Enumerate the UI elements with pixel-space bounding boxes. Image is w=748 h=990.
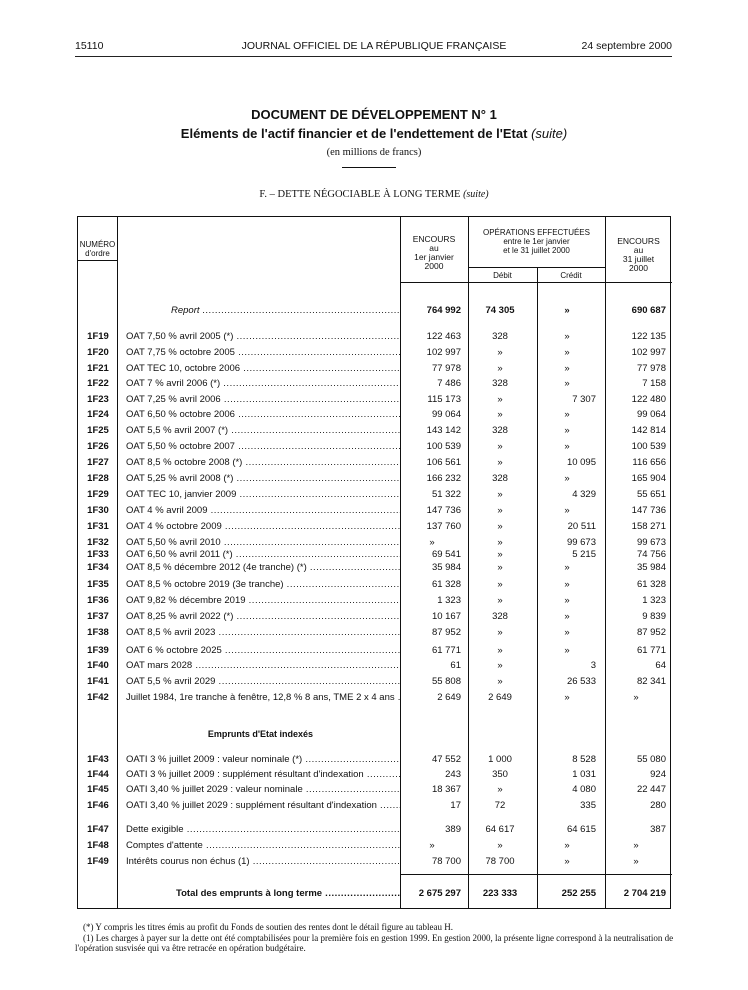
report-encours-fin: 690 687 [631, 305, 666, 316]
row-credit: » [564, 331, 570, 342]
table-row [78, 425, 672, 437]
row-credit: » [564, 840, 570, 851]
document-subtitle [0, 126, 748, 141]
row-encours-fin: 122 135 [631, 331, 666, 342]
row-label: OAT 5,50 % avril 2010 ..... [126, 537, 401, 548]
row-credit: » [564, 692, 570, 703]
row-label: OAT 5,25 % avril 2008 (*) ..... [126, 473, 401, 484]
row-label: OAT 7,50 % avril 2005 (*) ..... [126, 331, 401, 342]
row-debit: 328 [492, 378, 508, 389]
table-row [78, 754, 672, 766]
row-encours-fin: 122 480 [631, 394, 666, 405]
row-encours-debut: 243 [445, 769, 461, 780]
table-row [78, 409, 672, 421]
row-label: Intérêts courus non échus (1) ..... [126, 856, 401, 867]
row-number: 1F35 [87, 579, 109, 590]
row-debit: 328 [492, 425, 508, 436]
report-label: Report ..... [126, 305, 401, 316]
header-rule [400, 282, 672, 283]
table-row [78, 441, 672, 453]
row-label: OAT TEC 10, octobre 2006 ..... [126, 363, 401, 374]
row-debit: » [497, 489, 503, 500]
row-number: 1F41 [87, 676, 109, 687]
table-row [78, 645, 672, 657]
row-debit: » [497, 579, 503, 590]
row-label: OAT 5,50 % octobre 2007 ..... [126, 441, 401, 452]
header-operations [468, 228, 605, 255]
row-encours-debut: » [429, 840, 435, 851]
row-debit: » [497, 562, 503, 573]
row-credit: » [564, 473, 570, 484]
row-label: Comptes d'attente ..... [126, 840, 401, 851]
row-number: 1F40 [87, 660, 109, 671]
table-row [78, 331, 672, 343]
table-row [78, 394, 672, 406]
row-number: 1F30 [87, 505, 109, 516]
subtitle-suffix: (suite) [531, 126, 568, 141]
table-row [78, 692, 672, 704]
row-credit: 10 095 [566, 457, 596, 468]
header-line: d'ordre [85, 249, 110, 258]
row-debit: 328 [492, 473, 508, 484]
table-row [78, 769, 672, 781]
header-line: 2000 [629, 263, 648, 273]
row-number: 1F39 [87, 645, 109, 656]
table-row [78, 611, 672, 623]
row-label: OAT 6 % octobre 2025 ..... [126, 645, 401, 656]
debt-table [77, 216, 671, 909]
row-credit: » [564, 409, 570, 420]
row-credit: » [564, 347, 570, 358]
table-row [78, 627, 672, 639]
row-encours-fin: 55 651 [636, 489, 666, 500]
row-number: 1F19 [87, 331, 109, 342]
row-number: 1F38 [87, 627, 109, 638]
row-label: OAT 8,5 % décembre 2012 (4e tranche) (*) ..... [126, 562, 401, 573]
table-row [78, 537, 672, 549]
header-encours-fin [605, 237, 672, 273]
row-credit: » [564, 425, 570, 436]
row-encours-fin: 147 736 [631, 505, 666, 516]
header-line: ENCOURS [412, 234, 456, 244]
section-title [0, 189, 748, 200]
row-number: 1F44 [87, 769, 109, 780]
row-debit: » [497, 441, 503, 452]
row-number: 1F21 [87, 363, 109, 374]
header-line: 1er janvier [414, 252, 454, 262]
row-number: 1F33 [87, 549, 109, 560]
row-label: OATI 3 % juillet 2009 : valeur nominale (*) ..... [126, 754, 401, 765]
row-encours-debut: 143 142 [426, 425, 461, 436]
row-label: OAT 8,5 % avril 2023 ..... [126, 627, 401, 638]
table-row [78, 784, 672, 796]
row-label: OAT TEC 10, janvier 2009 ..... [126, 489, 401, 500]
row-credit: 99 673 [566, 537, 596, 548]
row-number: 1F43 [87, 754, 109, 765]
row-encours-fin: » [633, 840, 639, 851]
row-encours-debut: 100 539 [426, 441, 461, 452]
row-encours-debut: 18 367 [431, 784, 461, 795]
row-number: 1F20 [87, 347, 109, 358]
row-encours-fin: 9 839 [642, 611, 666, 622]
row-encours-debut: 106 561 [426, 457, 461, 468]
row-encours-fin: 99 064 [636, 409, 666, 420]
row-label: OAT 5,5 % avril 2007 (*) ..... [126, 425, 401, 436]
row-credit: 26 533 [566, 676, 596, 687]
row-credit: » [564, 856, 570, 867]
journal-title: JOURNAL OFFICIEL DE LA RÉPUBLIQUE FRANÇAISE [241, 40, 507, 52]
row-encours-debut: » [429, 537, 435, 548]
row-debit: » [497, 676, 503, 687]
document-title: DOCUMENT DE DÉVELOPPEMENT N° 1 [251, 107, 497, 122]
row-debit: » [497, 537, 503, 548]
row-number: 1F27 [87, 457, 109, 468]
table-row [78, 549, 672, 561]
row-label: OAT 7,75 % octobre 2005 ..... [126, 347, 401, 358]
row-encours-debut: 77 978 [431, 363, 461, 374]
total-debit: 223 333 [482, 888, 518, 899]
table-row [78, 579, 672, 591]
row-debit: » [497, 409, 503, 420]
row-credit: 8 528 [572, 754, 596, 765]
row-encours-debut: 137 760 [426, 521, 461, 532]
row-credit: 64 615 [566, 824, 596, 835]
report-row [78, 305, 672, 317]
header-numero [78, 240, 117, 258]
row-encours-debut: 102 997 [426, 347, 461, 358]
section-suffix: (suite) [463, 189, 489, 200]
row-encours-fin: 22 447 [636, 784, 666, 795]
table-row [78, 800, 672, 812]
row-number: 1F34 [87, 562, 109, 573]
row-debit: » [497, 840, 503, 851]
row-number: 1F48 [87, 840, 109, 851]
row-encours-debut: 87 952 [431, 627, 461, 638]
row-encours-fin: 280 [650, 800, 666, 811]
row-encours-debut: 47 552 [431, 754, 461, 765]
section-title-text: F. – DETTE NÉGOCIABLE À LONG TERME [259, 189, 461, 200]
row-number: 1F32 [87, 537, 109, 548]
row-debit: » [497, 457, 503, 468]
row-number: 1F46 [87, 800, 109, 811]
row-encours-fin: 116 656 [632, 457, 666, 468]
table-row [78, 595, 672, 607]
row-credit: » [564, 378, 570, 389]
row-label: OAT 8,5 % octobre 2008 (*) ..... [126, 457, 401, 468]
row-label: OAT 6,50 % avril 2011 (*) ..... [126, 549, 401, 560]
row-encours-fin: 99 673 [636, 537, 666, 548]
total-credit: 252 255 [561, 888, 596, 899]
row-encours-debut: 7 486 [437, 378, 461, 389]
row-credit: » [564, 611, 570, 622]
row-label: Juillet 1984, 1re tranche à fenêtre, 12,8 % 8 ans, TME 2 x 4 ans ..... [126, 692, 401, 703]
total-rule [400, 874, 672, 875]
row-debit: » [497, 627, 503, 638]
header-rule [468, 267, 605, 268]
footnote-1: (1) Les charges à payer sur la dette ont été comptabilisées pour la première fois en gestion 1999. En gestion 2000, la présente ligne correspond à la neutralisation de l'opération susvisée qui va être retracée en opération budgétaire. [75, 933, 674, 953]
row-label: OATI 3,40 % juillet 2029 : supplément résultant d'indexation ..... [126, 800, 401, 811]
header-line: 31 juillet [622, 254, 655, 264]
row-encours-debut: 1 323 [437, 595, 461, 606]
row-debit: » [497, 521, 503, 532]
table-row [78, 562, 672, 574]
row-number: 1F25 [87, 425, 109, 436]
row-credit: 3 [590, 660, 596, 671]
table-row [78, 489, 672, 501]
row-credit: » [564, 562, 570, 573]
row-number: 1F45 [87, 784, 109, 795]
report-debit: 74 305 [485, 305, 515, 316]
table-row [78, 347, 672, 359]
row-label: OAT 8,5 % octobre 2019 (3e tranche) ..... [126, 579, 401, 590]
row-debit: 64 617 [485, 824, 515, 835]
indexed-section-title: Emprunts d'Etat indexés [207, 729, 314, 739]
row-label: Dette exigible ..... [126, 824, 401, 835]
report-credit: » [564, 305, 570, 316]
row-debit: 328 [492, 611, 508, 622]
table-row [78, 840, 672, 852]
page-date: 24 septembre 2000 [581, 40, 672, 52]
row-encours-fin: 61 771 [636, 645, 666, 656]
row-debit: » [497, 505, 503, 516]
row-number: 1F24 [87, 409, 109, 420]
total-encours-fin: 2 704 219 [623, 888, 666, 899]
row-encours-debut: 166 232 [426, 473, 461, 484]
row-credit: » [564, 441, 570, 452]
row-number: 1F49 [87, 856, 109, 867]
row-label: OAT 7,25 % avril 2006 ..... [126, 394, 401, 405]
row-encours-debut: 61 771 [431, 645, 461, 656]
row-number: 1F31 [87, 521, 109, 532]
row-label: OAT 6,50 % octobre 2006 ..... [126, 409, 401, 420]
table-row [78, 457, 672, 469]
row-encours-debut: 147 736 [426, 505, 461, 516]
row-number: 1F29 [87, 489, 109, 500]
row-encours-debut: 61 [450, 660, 461, 671]
row-label: OATI 3 % juillet 2009 : supplément résultant d'indexation ..... [126, 769, 401, 780]
row-label: OAT 8,25 % avril 2022 (*) ..... [126, 611, 401, 622]
row-encours-debut: 51 322 [431, 489, 461, 500]
row-encours-fin: 924 [650, 769, 666, 780]
row-credit: 1 031 [572, 769, 596, 780]
row-debit: » [497, 660, 503, 671]
row-encours-fin: 102 997 [631, 347, 666, 358]
header-debit: Débit [493, 271, 512, 280]
row-number: 1F42 [87, 692, 109, 703]
report-encours-debut: 764 992 [426, 305, 461, 316]
row-encours-debut: 69 541 [431, 549, 461, 560]
row-credit: » [564, 595, 570, 606]
row-number: 1F47 [87, 824, 109, 835]
header-line: au [429, 243, 439, 253]
row-encours-debut: 2 649 [437, 692, 461, 703]
row-credit: 4 080 [572, 784, 596, 795]
row-debit: » [497, 784, 503, 795]
header-line: NUMÉRO [79, 240, 116, 249]
table-row [78, 363, 672, 375]
row-debit: » [497, 595, 503, 606]
total-label: Total des emprunts à long terme ..... [126, 888, 401, 899]
row-encours-fin: 142 814 [631, 425, 666, 436]
row-debit: » [497, 645, 503, 656]
table-row [78, 505, 672, 517]
row-encours-debut: 35 984 [431, 562, 461, 573]
header-line: 2000 [424, 261, 444, 271]
total-row [78, 888, 672, 900]
row-label: OATI 3,40 % juillet 2029 : valeur nominale ..... [126, 784, 401, 795]
row-debit: 328 [492, 331, 508, 342]
row-credit: » [564, 505, 570, 516]
table-row [78, 521, 672, 533]
row-label: OAT 5,5 % avril 2029 ..... [126, 676, 401, 687]
header-rule [75, 56, 672, 57]
row-encours-debut: 78 700 [431, 856, 461, 867]
row-debit: 72 [494, 800, 506, 811]
row-encours-debut: 10 167 [431, 611, 461, 622]
title-divider [342, 167, 396, 168]
row-number: 1F26 [87, 441, 109, 452]
table-row [78, 824, 672, 836]
units-note: (en millions de francs) [326, 147, 422, 158]
row-encours-fin: 82 341 [636, 676, 666, 687]
row-encours-fin: 35 984 [636, 562, 666, 573]
row-encours-debut: 17 [450, 800, 461, 811]
row-label: OAT 4 % octobre 2009 ..... [126, 521, 401, 532]
row-label: OAT 7 % avril 2006 (*) ..... [126, 378, 401, 389]
row-encours-debut: 55 808 [431, 676, 461, 687]
footnote-asterisk: (*) Y compris les titres émis au profit du Fonds de soutien des rentes dont le détail figure au tableau H. [83, 922, 453, 932]
row-credit: » [564, 627, 570, 638]
table-row [78, 473, 672, 485]
row-encours-debut: 389 [445, 824, 461, 835]
row-encours-debut: 122 463 [426, 331, 461, 342]
row-credit: 7 307 [572, 394, 596, 405]
row-encours-fin: » [633, 856, 639, 867]
row-number: 1F28 [87, 473, 109, 484]
row-debit: » [497, 363, 503, 374]
row-encours-fin: 1 323 [642, 595, 666, 606]
row-credit: 335 [580, 800, 596, 811]
row-debit: 78 700 [485, 856, 515, 867]
header-line: OPÉRATIONS EFFECTUÉES [483, 228, 590, 237]
row-number: 1F36 [87, 595, 109, 606]
row-debit: » [497, 394, 503, 405]
page-number: 15110 [75, 40, 104, 52]
header-line: au [633, 245, 644, 255]
row-debit: 2 649 [488, 692, 512, 703]
row-debit: 350 [492, 769, 508, 780]
row-encours-fin: 55 080 [636, 754, 666, 765]
header-credit: Crédit [560, 271, 582, 280]
row-encours-fin: 100 539 [631, 441, 666, 452]
table-row [78, 676, 672, 688]
row-encours-fin: 7 158 [642, 378, 666, 389]
row-encours-fin: 165 904 [631, 473, 666, 484]
row-encours-fin: 77 978 [636, 363, 666, 374]
header-line: et le 31 juillet 2000 [503, 246, 570, 255]
header-line: entre le 1er janvier [503, 237, 570, 246]
header-encours-debut [400, 235, 468, 271]
row-credit: » [564, 645, 570, 656]
row-credit: 4 329 [572, 489, 596, 500]
header-line: ENCOURS [617, 236, 660, 246]
row-label: OAT 4 % avril 2009 ..... [126, 505, 401, 516]
row-encours-fin: 64 [655, 660, 666, 671]
row-encours-fin: 158 271 [631, 521, 666, 532]
row-credit: 5 215 [572, 549, 596, 560]
row-label: OAT 9,82 % décembre 2019 ..... [126, 595, 401, 606]
row-encours-debut: 61 328 [431, 579, 461, 590]
row-encours-debut: 115 173 [427, 394, 461, 405]
row-debit: » [497, 347, 503, 358]
row-credit: » [564, 579, 570, 590]
row-label: OAT mars 2028 ..... [126, 660, 401, 671]
table-row [78, 856, 672, 868]
row-encours-fin: 74 756 [636, 549, 666, 560]
row-credit: 20 511 [567, 521, 596, 532]
row-encours-fin: » [633, 692, 639, 703]
row-debit: 1 000 [488, 754, 512, 765]
row-credit: » [564, 363, 570, 374]
row-number: 1F23 [87, 394, 109, 405]
subtitle-text: Eléments de l'actif financier et de l'endettement de l'Etat [180, 126, 528, 141]
row-debit: » [497, 549, 503, 560]
total-encours-debut: 2 675 297 [418, 888, 461, 899]
table-row [78, 378, 672, 390]
row-encours-fin: 87 952 [636, 627, 666, 638]
row-encours-debut: 99 064 [431, 409, 461, 420]
row-number: 1F37 [87, 611, 109, 622]
table-row [78, 660, 672, 672]
row-number: 1F22 [87, 378, 109, 389]
row-encours-fin: 61 328 [636, 579, 666, 590]
row-encours-fin: 387 [650, 824, 666, 835]
header-rule [78, 260, 117, 261]
